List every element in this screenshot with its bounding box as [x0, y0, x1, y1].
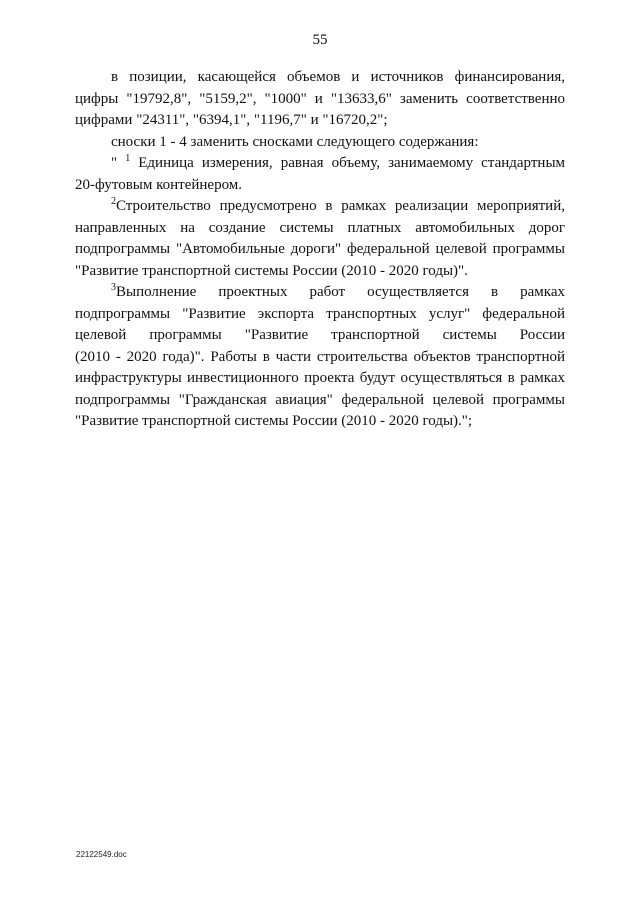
page-number: 55	[312, 32, 328, 48]
text-line: цифрами "24311", "6394,1", "1196,7" и "16720,2";	[75, 112, 388, 128]
footnote-text: Единица измерения, равная объему, занимаемому стандартным	[130, 155, 566, 171]
text-line: целевой программы "Развитие транспортной системы России	[75, 327, 565, 343]
footnote-marker: 1	[125, 153, 131, 164]
paragraph-footnotes-intro	[75, 132, 565, 154]
text-line: подпрограммы "Гражданская авиация" федеральной целевой программы	[75, 391, 565, 408]
text-line: "Развитие транспортной системы России (2010 - 2020 годы).";	[75, 413, 473, 429]
text-line: сноски 1 - 4 заменить сносками следующего содержания:	[111, 133, 479, 150]
text-line	[75, 282, 565, 304]
text-line	[75, 196, 565, 218]
document-file-id: 22122549.doc	[76, 850, 127, 859]
text-line: "Развитие транспортной системы России (2010 - 2020 годы)".	[75, 262, 468, 279]
text-line: (2010 - 2020 года)". Работы в части строительства объектов транспортной	[75, 348, 565, 365]
footnote-text: Выполнение проектных работ осуществляется в рамках	[116, 284, 565, 300]
text-line: в позиции, касающейся объемов и источников финансирования,	[111, 69, 565, 85]
document-body	[75, 67, 565, 433]
text-line: направленных на создание системы платных автомобильных дорог	[75, 219, 565, 236]
paragraph-financing	[75, 67, 565, 132]
footnote-1	[75, 153, 565, 196]
footnote-marker: 3	[111, 282, 116, 293]
footnote-text: Строительство предусмотрено в рамках реализации мероприятий,	[116, 198, 565, 214]
text-line: подпрограммы "Автомобильные дороги" федеральной целевой программы	[75, 241, 565, 257]
text-line: 20-футовым контейнером.	[75, 176, 243, 193]
footnote-3	[75, 282, 565, 433]
text-line: цифры "19792,8", "5159,2", "1000" и "13633,6" заменить соответственно	[75, 90, 565, 107]
quote-mark: "	[111, 155, 126, 171]
text-line	[75, 153, 565, 175]
text-line: инфраструктуры инвестиционного проекта будут осуществляться в рамках	[75, 370, 565, 386]
footnote-2	[75, 196, 565, 282]
text-line: подпрограммы "Развитие экспорта транспортных услуг" федеральной	[75, 305, 565, 322]
footnote-marker: 2	[111, 196, 116, 207]
